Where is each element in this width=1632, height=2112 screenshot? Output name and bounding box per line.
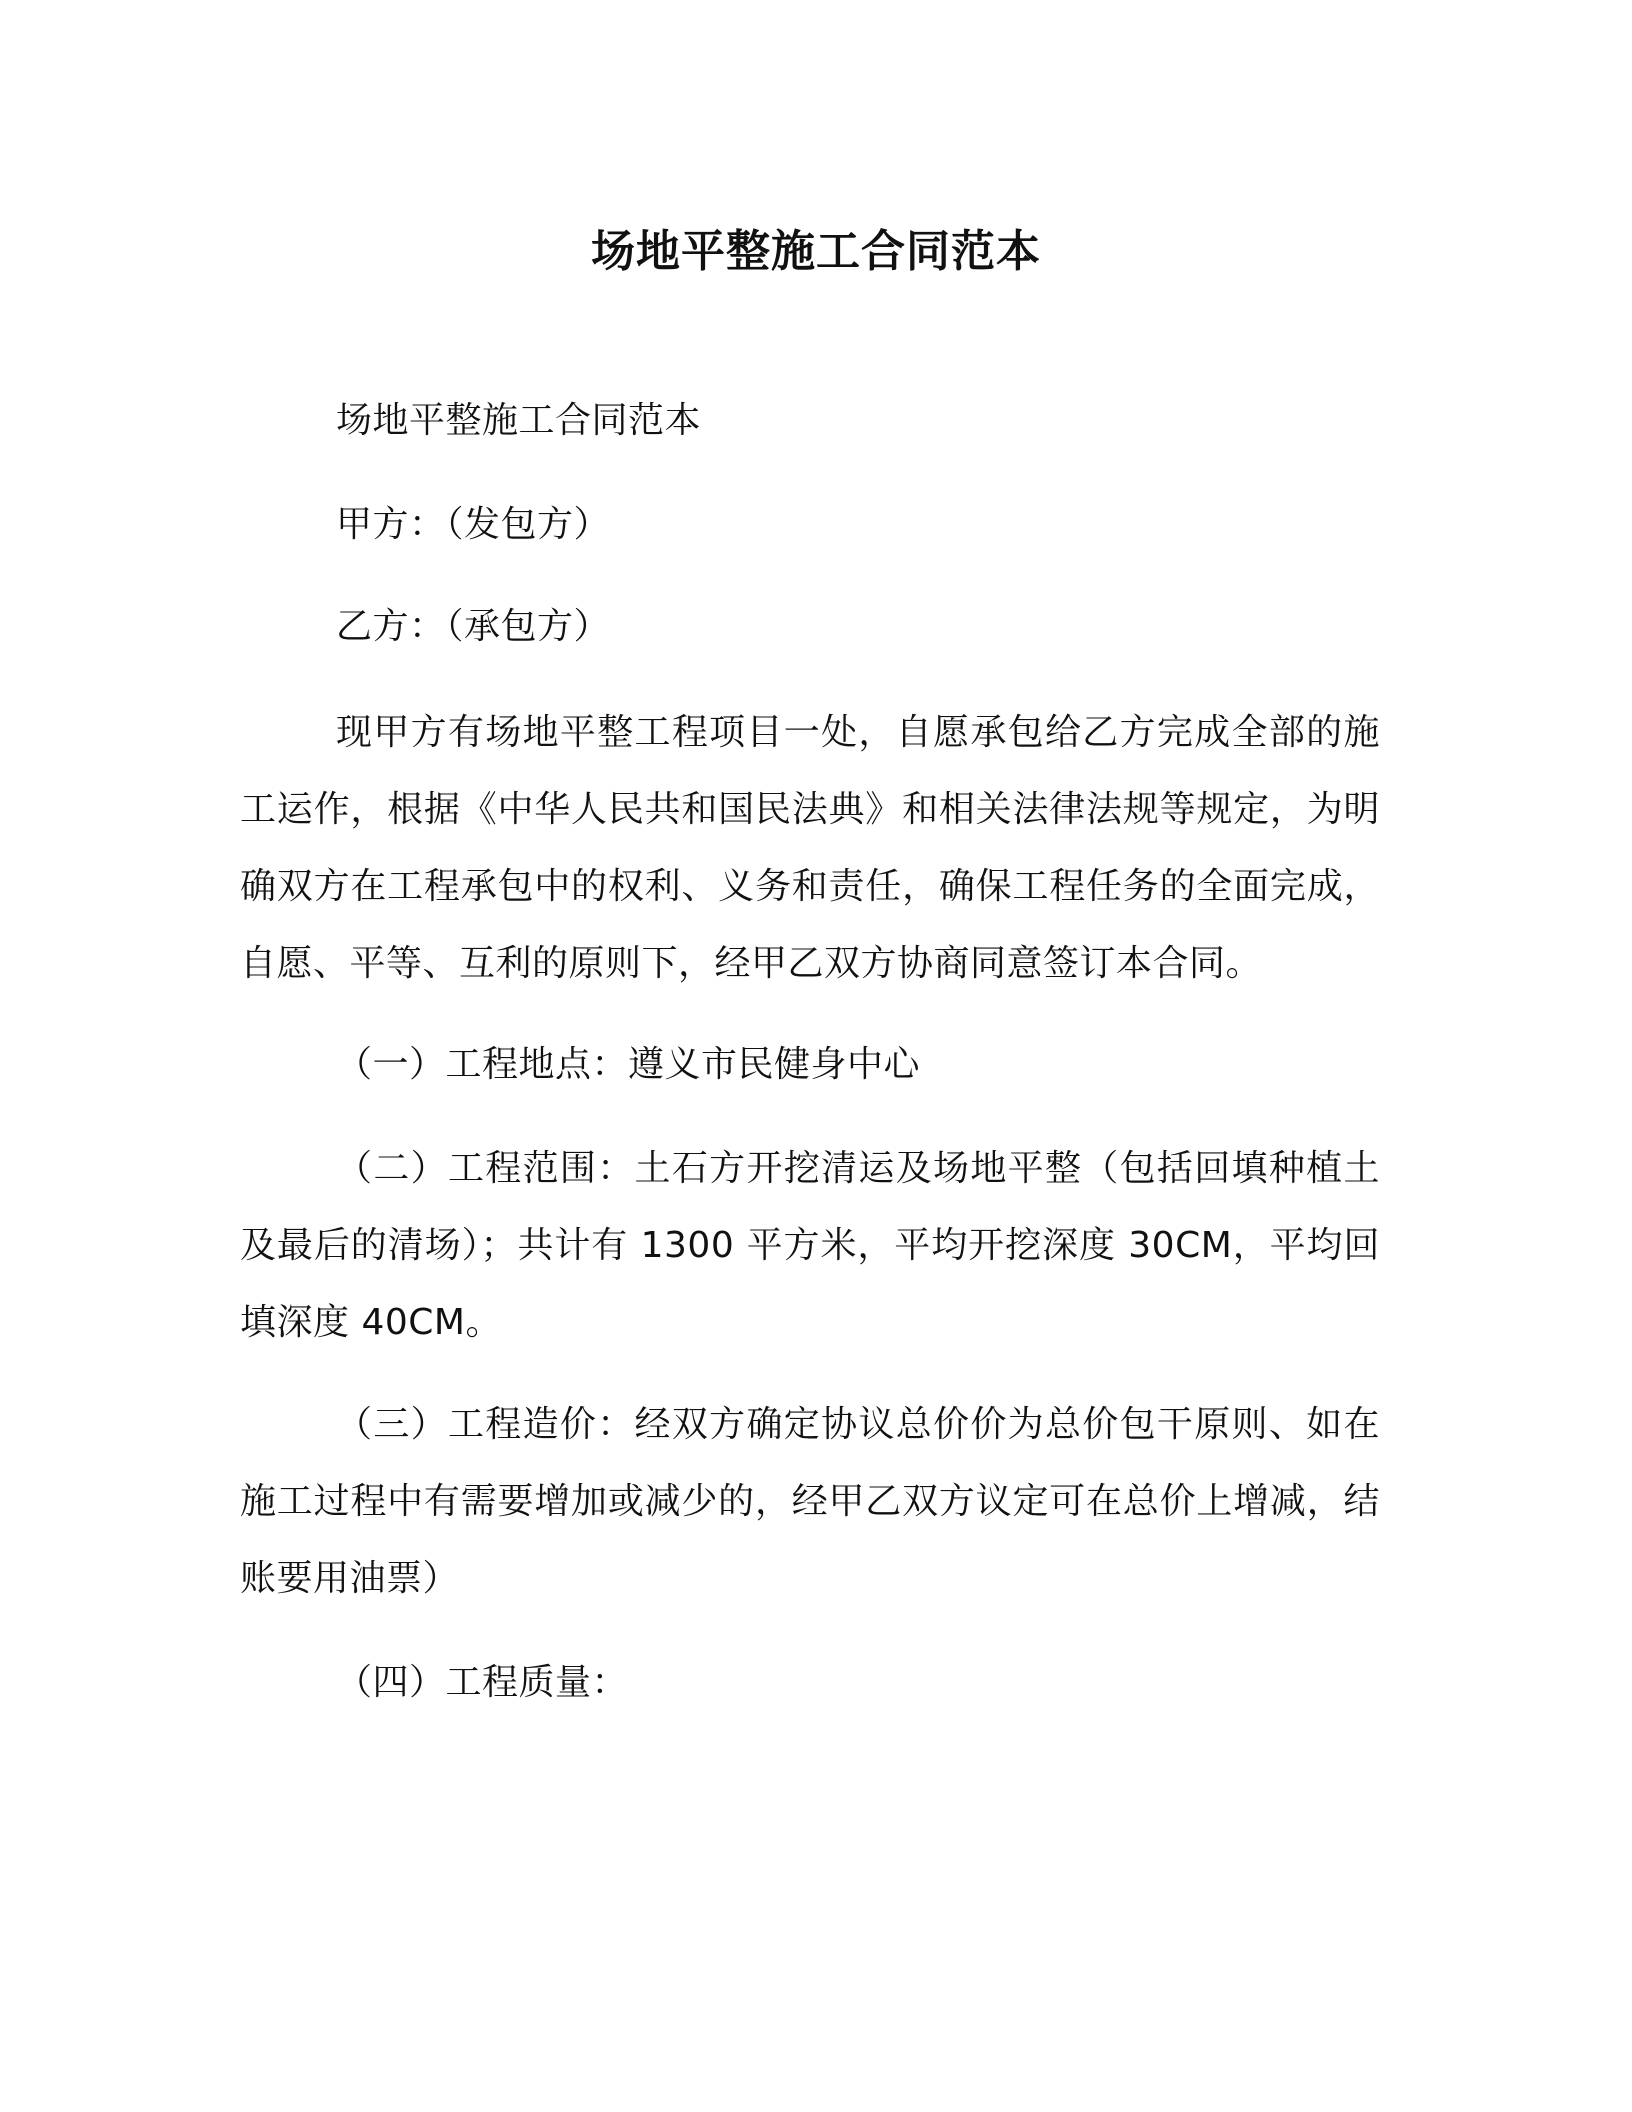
document-title: 场地平整施工合同范本 (591, 226, 1041, 277)
clause-quality: （四）工程质量： (336, 1662, 629, 1703)
clause-price: （三）工程造价：经双方确定协议总价价为总价包干原则、如在施工过程中有需要增加或减少的，经甲乙双方议定可在总价上增减，结账要用油票） (240, 1404, 1380, 1599)
party-b-line: 乙方：（承包方） (336, 606, 611, 647)
clause-scope: （二）工程范围：土石方开挖清运及场地平整（包括回填种植土及最后的清场）；共计有 1300 平方米，平均开挖深度 30CM，平均回填深度 40CM。 (240, 1148, 1380, 1343)
party-a-line: 甲方：（发包方） (336, 504, 611, 545)
clause-location: （一）工程地点：遵义市民健身中心 (336, 1044, 921, 1085)
document-subtitle: 场地平整施工合同范本 (336, 400, 702, 441)
intro-paragraph: 现甲方有场地平整工程项目一处，自愿承包给乙方完成全部的施工运作，根据《中华人民共和国民法典》和相关法律法规等规定，为明确双方在工程承包中的权利、义务和责任，确保工程任务的全面完成，自愿、平等、互利的原则下，经甲乙双方协商同意签订本合同。 (240, 712, 1380, 984)
